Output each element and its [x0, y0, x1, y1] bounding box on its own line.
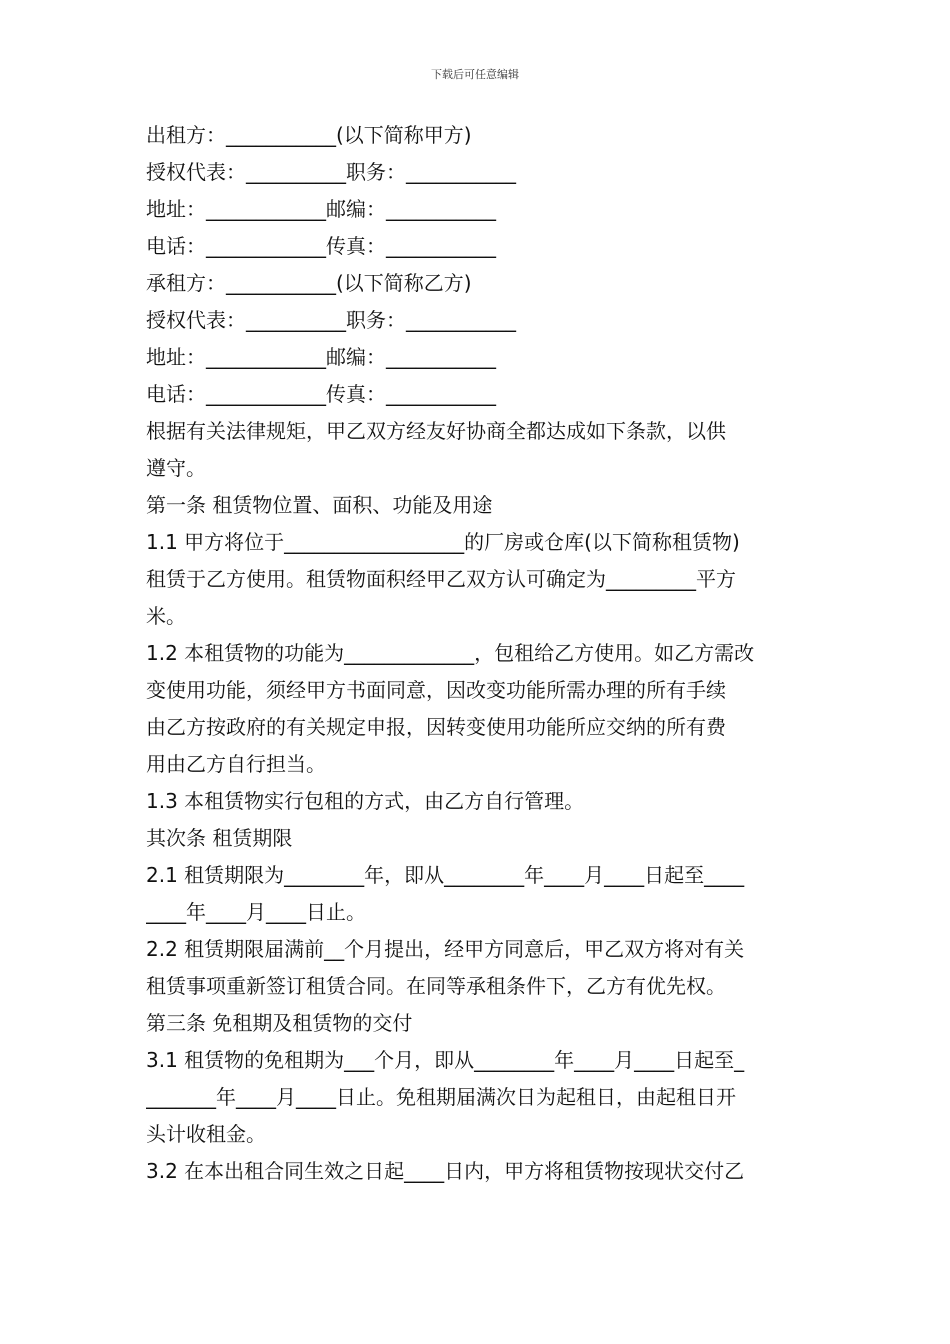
contract-body: [146, 117, 811, 1190]
clause-2-2-line: 租赁事项重新签订租赁合同。在同等承租条件下，乙方有优先权。: [146, 974, 726, 998]
clause-1-2-line: 由乙方按政府的有关规定申报，因转变使用功能所应交纳的所有费: [146, 715, 726, 739]
lessor-line: 出租方：___________(以下简称甲方): [146, 123, 472, 147]
clause-3-1-line: 3.1 租赁物的免租期为___个月，即从________年____月____日起至_: [146, 1048, 745, 1072]
clause-2-1-line: ____年____月____日止。: [146, 900, 366, 924]
lessor-address-line: 地址：____________邮编：___________: [146, 197, 496, 221]
clause-1-2-line: 用由乙方自行担当。: [146, 752, 326, 776]
clause-1-1-line: 米。: [146, 604, 186, 628]
clause-2-1-line: 2.1 租赁期限为________年，即从________年____月____日起至____: [146, 863, 745, 887]
article-2-heading: 其次条 租赁期限: [146, 826, 293, 850]
preamble-line: 根据有关法律规矩，甲乙双方经友好协商全都达成如下条款，以供: [146, 419, 726, 443]
article-3-heading: 第三条 免租期及租赁物的交付: [146, 1011, 413, 1035]
clause-3-1-line: 头计收租金。: [146, 1122, 266, 1146]
clause-1-1-line: 租赁于乙方使用。租赁物面积经甲乙双方认可确定为_________平方: [146, 567, 736, 591]
lessor-representative-line: 授权代表：__________职务：___________: [146, 160, 516, 184]
article-1-heading: 第一条 租赁物位置、面积、功能及用途: [146, 493, 493, 517]
lessee-line: 承租方：___________(以下简称乙方): [146, 271, 472, 295]
clause-1-1-line: 1.1 甲方将位于__________________的厂房或仓库(以下简称租赁物): [146, 530, 740, 554]
clause-1-3-line: 1.3 本租赁物实行包租的方式，由乙方自行管理。: [146, 789, 585, 813]
clause-3-1-line: _______年____月____日止。免租期届满次日为起租日，由起租日开: [146, 1085, 736, 1109]
clause-1-2-line: 变使用功能，须经甲方书面同意，因改变功能所需办理的所有手续: [146, 678, 726, 702]
lessor-phone-line: 电话：____________传真：___________: [146, 234, 496, 258]
clause-2-2-line: 2.2 租赁期限届满前__个月提出，经甲方同意后，甲乙双方将对有关: [146, 937, 745, 961]
preamble-line: 遵守。: [146, 456, 206, 480]
lessee-phone-line: 电话：____________传真：___________: [146, 382, 496, 406]
page-header: 下载后可任意编辑: [431, 68, 519, 81]
clause-3-2-line: 3.2 在本出租合同生效之日起____日内，甲方将租赁物按现状交付乙: [146, 1159, 745, 1183]
clause-1-2-line: 1.2 本租赁物的功能为_____________，包租给乙方使用。如乙方需改: [146, 641, 755, 665]
lessee-address-line: 地址：____________邮编：___________: [146, 345, 496, 369]
lessee-representative-line: 授权代表：__________职务：___________: [146, 308, 516, 332]
